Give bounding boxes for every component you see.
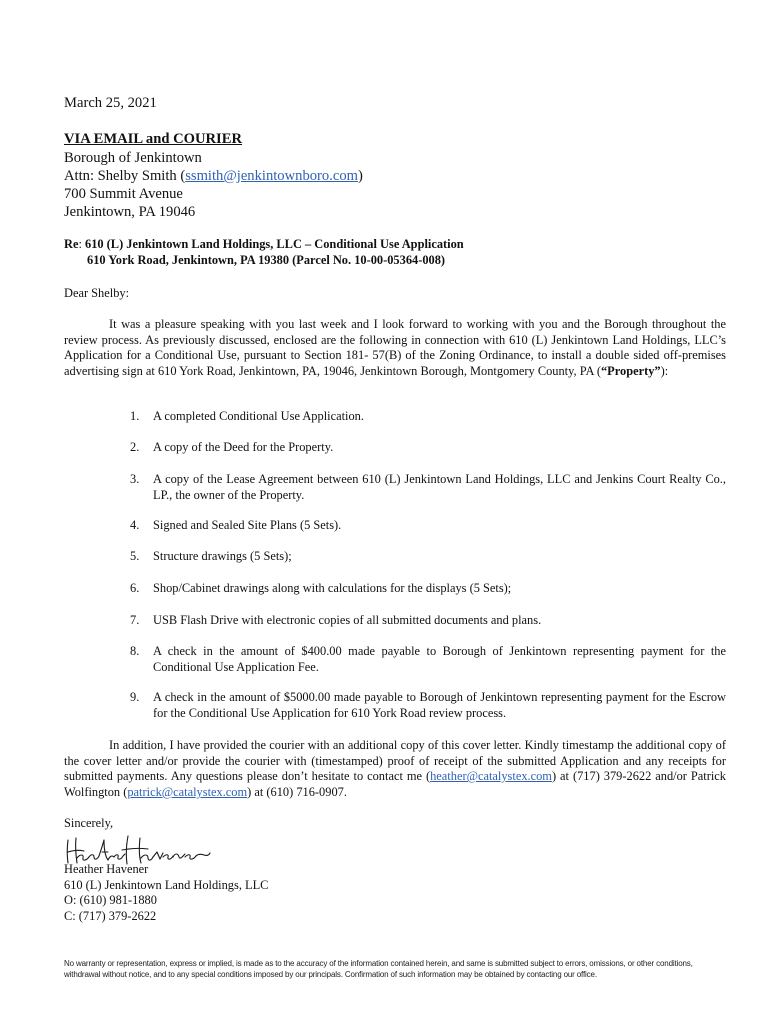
- enclosure-item-1: [130, 409, 726, 425]
- recipient-address: [64, 149, 726, 221]
- attn-prefix: Attn: Shelby Smith (: [64, 168, 186, 184]
- enclosure-number: 6.: [130, 581, 140, 595]
- closing-text-3: ) at (610) 716-0907.: [247, 784, 347, 799]
- signer-block: [64, 862, 726, 924]
- recipient-city: Jenkintown, PA 19046: [64, 204, 196, 220]
- recipient-street: 700 Summit Avenue: [64, 186, 183, 202]
- signer-name: Heather Havener: [64, 862, 149, 876]
- enclosure-item-5: [130, 549, 726, 565]
- enclosure-item-4: [130, 518, 726, 534]
- enclosure-text: USB Flash Drive with electronic copies of all submitted documents and plans.: [153, 613, 542, 627]
- salutation: Dear Shelby:: [64, 286, 130, 300]
- signoff: Sincerely,: [64, 816, 114, 830]
- intro-text: It was a pleasure speaking with you last week and I look forward to working with you and the Borough throughout the review process. As previously discussed, enclosed are the following in connection with 610 (L) Jenkintown Land Holdings, LLC’s Application for a Conditional Use, pursuant to Section 181- 57(B) of the Zoning Ordinance, to install a double sided off-premises advertising sign at 610 York Road, Jenkintown, PA, 19046, Jenkintown Borough, Montgomery County, PA (: [64, 317, 726, 378]
- recipient-email-link[interactable]: ssmith@jenkintownboro.com: [185, 168, 358, 184]
- enclosure-text: Shop/Cabinet drawings along with calculations for the displays (5 Sets);: [153, 581, 512, 595]
- enclosure-text: Signed and Sealed Site Plans (5 Sets).: [153, 518, 342, 532]
- enclosure-item-8: [130, 644, 726, 675]
- recipient-attn: [64, 167, 726, 185]
- enclosure-item-9: [130, 690, 726, 721]
- enclosure-number: 2.: [130, 440, 140, 454]
- re-label: Re: [64, 237, 79, 251]
- closing-text-2: ) at (717) 379-2622 and/or Patrick Wolfington (: [64, 769, 726, 799]
- enclosure-text: Structure drawings (5 Sets);: [153, 549, 292, 563]
- re-colon: :: [78, 237, 85, 251]
- enclosure-text: A check in the amount of $400.00 made payable to Borough of Jenkintown representing payment for the Conditional Use Application Fee.: [153, 644, 726, 674]
- patrick-email-link[interactable]: patrick@catalystex.com: [127, 784, 248, 799]
- signer-cell-phone: C: (717) 379-2622: [64, 908, 157, 923]
- signer-company: 610 (L) Jenkintown Land Holdings, LLC: [64, 877, 269, 892]
- letter-date: March 25, 2021: [64, 95, 157, 111]
- enclosure-item-2: [130, 440, 726, 456]
- heather-email-link[interactable]: heather@catalystex.com: [430, 769, 552, 784]
- enclosure-number: 7.: [130, 613, 140, 627]
- enclosure-item-6: [130, 581, 726, 597]
- closing-text-1: In addition, I have provided the courier with an additional copy of this cover letter. Kindly timestamp the additional copy of the cover letter and/or provide the courier with (timestamped) proof of receipt of the submitted Application and any receipts for submitted payments. Any questions please don’t hesitate to contact me (: [64, 738, 726, 784]
- closing-paragraph: [64, 738, 726, 800]
- enclosure-text: A copy of the Lease Agreement between 610 (L) Jenkintown Land Holdings, LLC and Jenkins Court Realty Co., LP., the owner of the Property.: [153, 472, 726, 502]
- re-line: [64, 237, 726, 268]
- enclosure-number: 4.: [130, 518, 140, 532]
- intro-end: ):: [660, 363, 669, 378]
- enclosure-text: A completed Conditional Use Application.: [153, 409, 364, 423]
- enclosure-number: 9.: [130, 690, 140, 704]
- re-subject-line1: 610 (L) Jenkintown Land Holdings, LLC – Conditional Use Application: [85, 237, 464, 251]
- enclosure-number: 5.: [130, 549, 140, 563]
- defined-term-property: “Property”: [600, 363, 661, 378]
- enclosure-number: 3.: [130, 472, 140, 486]
- disclaimer-footer: No warranty or representation, express or implied, is made as to the accuracy of the information contained herein, and same is submitted subject to errors, omissions, or other conditions, withdrawal without notice, and to any special conditions imposed by our principals. Confirmation of such information may be obtained by contacting our office.: [64, 959, 693, 979]
- delivery-method: VIA EMAIL and COURIER: [64, 131, 243, 147]
- attn-suffix: ): [357, 168, 363, 184]
- signer-office-phone: O: (610) 981-1880: [64, 893, 157, 908]
- enclosure-text: A copy of the Deed for the Property.: [153, 440, 334, 454]
- recipient-org: Borough of Jenkintown: [64, 150, 202, 166]
- enclosure-item-3: [130, 472, 726, 503]
- enclosure-number: 8.: [130, 644, 140, 658]
- enclosure-item-7: [130, 613, 726, 629]
- enclosure-text: A check in the amount of $5000.00 made payable to Borough of Jenkintown representing payment for the Escrow for the Conditional Use Application for 610 York Road review process.: [153, 690, 726, 720]
- enclosure-number: 1.: [130, 409, 140, 423]
- re-subject-line2: 610 York Road, Jenkintown, PA 19380 (Parcel No. 10-00-05364-008): [87, 252, 446, 267]
- intro-paragraph: [64, 317, 726, 379]
